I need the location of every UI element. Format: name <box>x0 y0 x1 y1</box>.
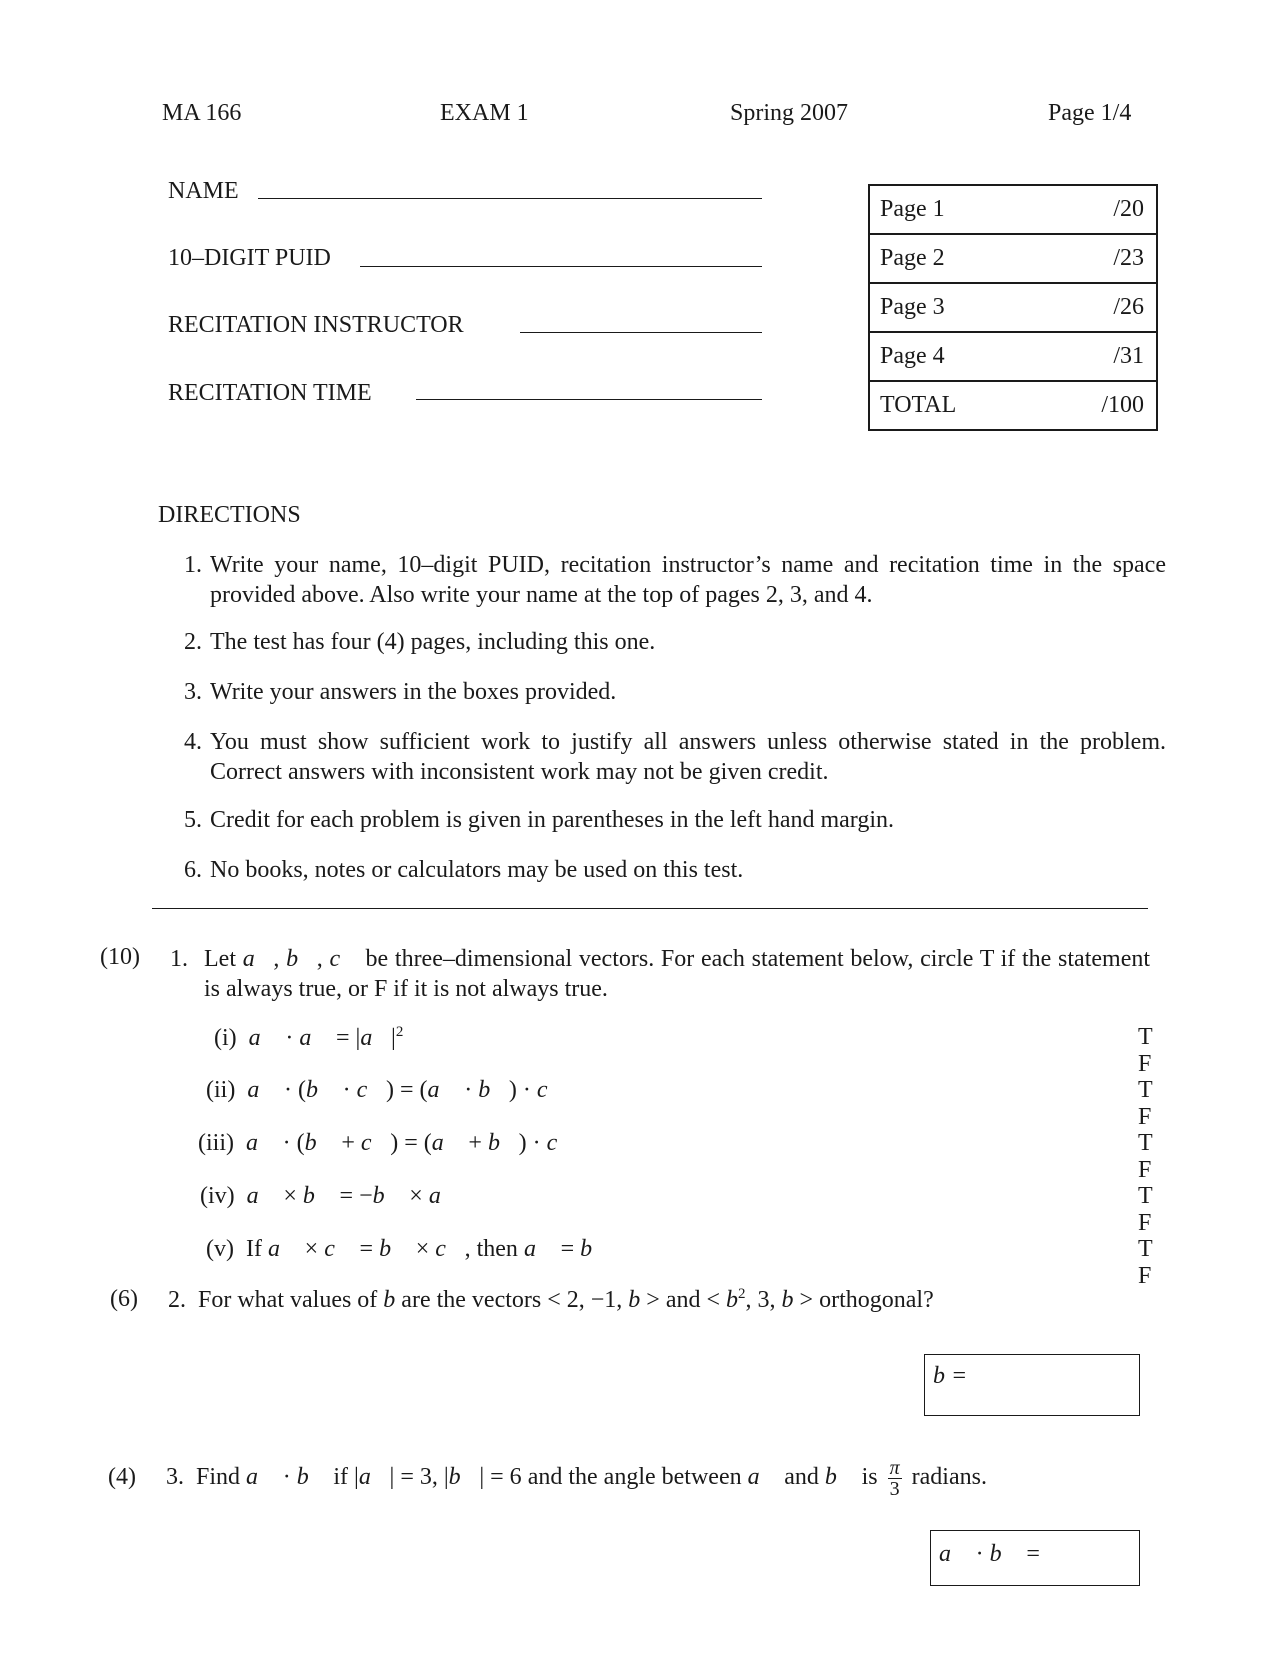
part-ii-expression: a⃗ · (b⃗ · c⃗) = (a⃗ · b⃗) · c⃗ <box>247 1077 567 1103</box>
part-iv <box>200 1183 460 1210</box>
part-i-tf[interactable] <box>1138 1024 1208 1078</box>
score-row <box>869 234 1157 283</box>
direction-number: 2. <box>184 629 202 655</box>
true-option[interactable]: T <box>1138 1236 1153 1262</box>
exam-term: Spring 2007 <box>730 100 849 126</box>
false-option[interactable]: F <box>1138 1104 1152 1130</box>
direction-text: Write your answers in the boxes provided. <box>210 679 617 705</box>
part-iii-expression: a⃗ · (b⃗ + c⃗) = (a⃗ + b⃗) · c⃗ <box>246 1130 576 1156</box>
false-option[interactable]: F <box>1138 1263 1152 1289</box>
score-row <box>869 283 1157 332</box>
score-page-label: Page 1 <box>869 185 1041 234</box>
score-row <box>869 332 1157 381</box>
problem-2-text-d: orthogonal? <box>819 1287 934 1313</box>
problem-3-text-d: and <box>784 1464 819 1490</box>
course-code: MA 166 <box>162 100 242 126</box>
part-label: (iv) <box>200 1183 235 1209</box>
recitation-time-label: RECITATION TIME <box>168 380 372 406</box>
problem-2-number: 2. <box>168 1287 186 1313</box>
then-word: then <box>476 1236 518 1262</box>
score-page-label: Page 4 <box>869 332 1041 381</box>
instructor-field[interactable] <box>520 332 762 333</box>
score-table <box>868 184 1158 431</box>
score-page-label: Page 3 <box>869 283 1041 332</box>
problem-2-text-c: and <box>665 1287 701 1313</box>
score-points: /31 <box>1041 332 1157 381</box>
problem-3-text-c: and the angle between <box>527 1464 742 1490</box>
problem-3-text-f: radians. <box>911 1464 987 1490</box>
problem-2-text-b: are the vectors <box>401 1287 542 1313</box>
true-option[interactable]: T <box>1138 1024 1153 1050</box>
problem-1 <box>170 944 1151 1002</box>
recitation-time-field[interactable] <box>416 399 762 400</box>
angle-numerator: π <box>889 1456 900 1479</box>
direction-number: 6. <box>184 857 202 883</box>
problem-1-text: Let a⃗, b⃗, c⃗ be three–dimensional vectors. For each statement below, circle T if the statement is always true, or F if it is not always true. <box>204 946 1151 1002</box>
part-label: (ii) <box>206 1077 236 1103</box>
puid-field[interactable] <box>360 266 762 267</box>
direction-number: 4. <box>184 729 202 755</box>
problem-1-number: 1. <box>170 946 188 972</box>
problem-2-points: (6) <box>110 1286 138 1312</box>
part-iv-expression: a⃗ × b⃗ = −b⃗ × a⃗ <box>246 1183 460 1209</box>
part-iii <box>198 1130 576 1157</box>
instructor-label: RECITATION INSTRUCTOR <box>168 312 464 338</box>
part-iii-tf[interactable] <box>1138 1130 1208 1184</box>
part-label: (v) <box>206 1236 234 1262</box>
direction-number: 3. <box>184 679 202 705</box>
score-row-total <box>869 381 1157 430</box>
if-word: If <box>245 1236 262 1262</box>
problem-3-text-b: if <box>333 1464 349 1490</box>
part-v-expression: If a⃗ × c⃗ = b⃗ × c⃗, then a⃗ = b⃗ <box>245 1236 611 1262</box>
problem-2-text-a: For what values of <box>198 1287 378 1313</box>
score-points: /26 <box>1041 283 1157 332</box>
name-field[interactable] <box>258 198 762 199</box>
part-i <box>214 1024 403 1052</box>
part-v <box>206 1236 611 1263</box>
problem-1-text-a: Let <box>204 946 236 972</box>
score-total-points: /100 <box>1041 381 1157 430</box>
direction-number: 1. <box>184 552 202 578</box>
puid-label: 10–DIGIT PUID <box>168 245 331 271</box>
score-points: /20 <box>1041 185 1157 234</box>
name-label: NAME <box>168 178 239 204</box>
score-total-label: TOTAL <box>869 381 1041 430</box>
direction-text: You must show sufficient work to justify all answers unless otherwise stated in the problem. Correct answers with inconsistent work may not be given credit. <box>210 729 1166 785</box>
problem-1-text-b: be three–dimensional vectors. For each statement below, circle T if the statement is always true, or F if it is not always true. <box>204 946 1151 1002</box>
false-option[interactable]: F <box>1138 1210 1152 1236</box>
exam-title: EXAM 1 <box>440 100 529 126</box>
part-ii-tf[interactable] <box>1138 1077 1208 1131</box>
part-i-expression: a⃗ · a⃗ = $|a⃗|^2$ <box>248 1024 404 1051</box>
false-option[interactable]: F <box>1138 1051 1152 1077</box>
direction-text: Credit for each problem is given in parentheses in the left hand margin. <box>210 807 895 833</box>
part-ii <box>206 1077 566 1104</box>
true-option[interactable]: T <box>1138 1077 1153 1103</box>
part-label: (iii) <box>198 1130 234 1156</box>
problem-3-points: (4) <box>108 1464 136 1490</box>
direction-text: No books, notes or calculators may be used on this test. <box>210 857 744 883</box>
angle-denominator: 3 <box>889 1477 900 1500</box>
true-option[interactable]: T <box>1138 1183 1153 1209</box>
part-iv-tf[interactable] <box>1138 1183 1208 1237</box>
problem-2: 2. For what values of b are the vectors < 2, −1, b > and < $b^2$, 3, b > orthogonal? <box>168 1286 934 1313</box>
true-option[interactable]: T <box>1138 1130 1153 1156</box>
problem-2-answer-box[interactable] <box>924 1354 1140 1416</box>
problem-2-answer-label: b = <box>933 1363 968 1389</box>
part-v-tf[interactable] <box>1138 1236 1208 1290</box>
score-page-label: Page 2 <box>869 234 1041 283</box>
section-divider <box>152 908 1148 909</box>
score-points: /23 <box>1041 234 1157 283</box>
part-label: (i) <box>214 1025 237 1051</box>
angle-fraction <box>888 1458 902 1499</box>
direction-text: Write your name, 10–digit PUID, recitation instructor’s name and recitation time in the space provided above. Also write your name at the top of pages 2, 3, and 4. <box>210 552 1166 608</box>
directions-title: DIRECTIONS <box>158 502 301 528</box>
false-option[interactable]: F <box>1138 1157 1152 1183</box>
problem-3-text-e: is <box>861 1464 878 1490</box>
direction-text: The test has four (4) pages, including this one. <box>210 629 656 655</box>
direction-number: 5. <box>184 807 202 833</box>
problem-1-points: (10) <box>100 944 140 970</box>
page-number: Page 1/4 <box>1048 100 1132 126</box>
problem-3-answer-label: a⃗ · b⃗ = <box>939 1541 1040 1567</box>
problem-3-text-a: Find <box>196 1464 241 1490</box>
score-row <box>869 185 1157 234</box>
problem-3-answer-box[interactable] <box>930 1530 1140 1586</box>
problem-3: 3. Find a⃗ · b⃗ if |a⃗| = 3, |b⃗| = 6 and the angle between a⃗ and b⃗ is $\frac{\pi}{3}$ radians. <box>166 1456 987 1500</box>
problem-3-number: 3. <box>166 1464 184 1490</box>
